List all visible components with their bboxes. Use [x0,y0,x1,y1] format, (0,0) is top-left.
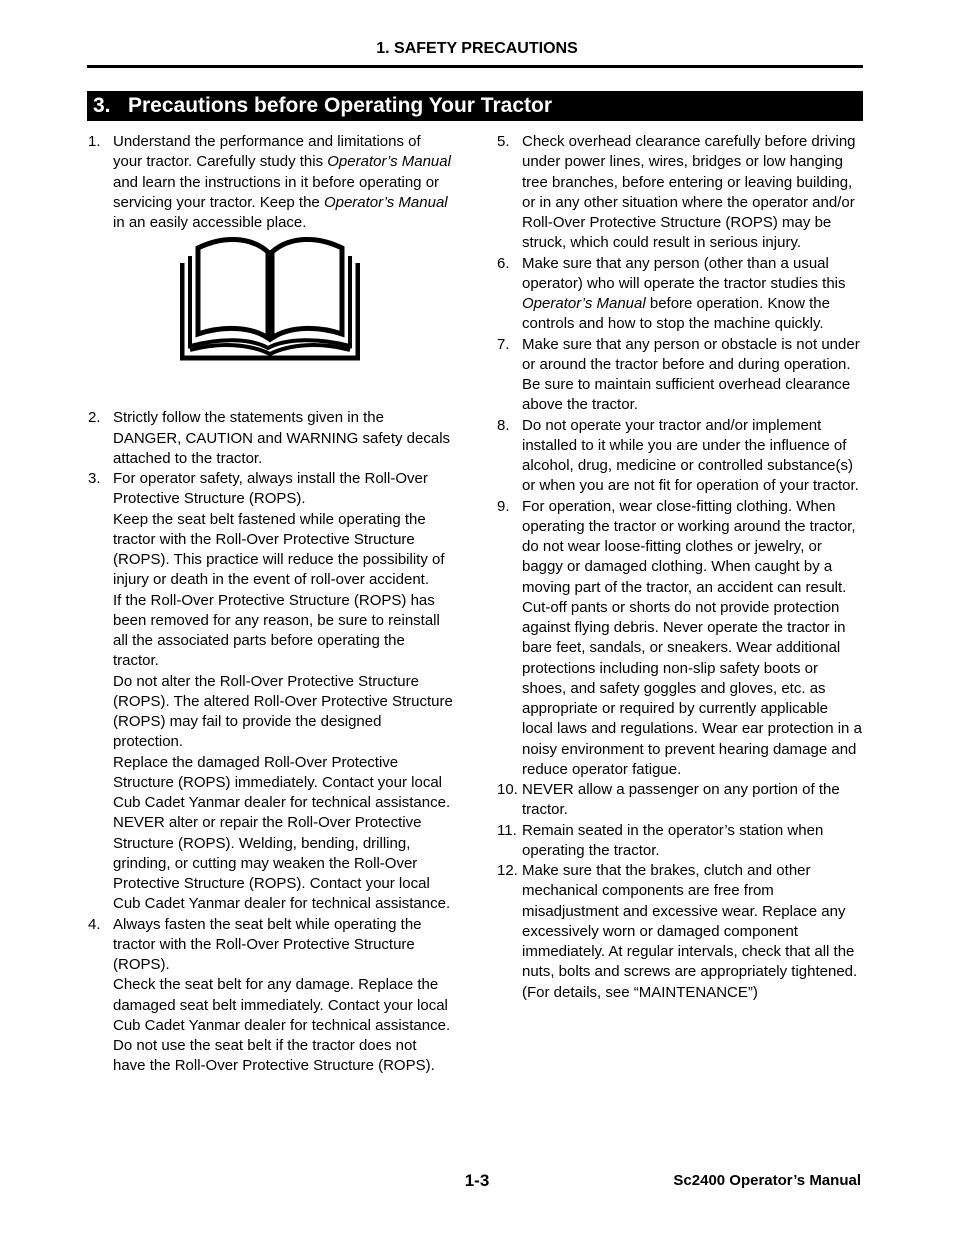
item-paragraph: Replace the damaged Roll-Over Protective Structure (ROPS) immediately. Contact your local Cub Cadet Yanmar dealer for technical assistance. [113,753,451,811]
list-item-2 [88,408,453,469]
section-number: 3. [93,94,111,117]
item-number: 7. [497,335,510,353]
list-item-6 [497,254,863,335]
item-paragraph: NEVER alter or repair the Roll-Over Protective Structure (ROPS). Welding, bending, drilling, grinding, or cutting may weaken the Roll-Over Protective Structure (ROPS). Contact your local Cub Cadet Yanmar dealer for technical assistance. [113,814,451,913]
item-text: Make sure that any person or obstacle is not under or around the tractor before and during operation. Be sure to maintain sufficient overhead clearance above the tractor. [522,335,860,414]
page-number: 1-3 [464,1171,490,1190]
item-text: Remain seated in the operator’s station when operating the tractor. [522,821,824,859]
item-paragraph: For operator safety, always install the Roll-Over Protective Structure (ROPS). [113,470,428,508]
item-number: 3. [88,470,101,487]
item-number: 1. [88,133,101,150]
item-paragraph: Do not alter the Roll-Over Protective Structure (ROPS). The altered Roll-Over Protective Structure (ROPS) may fail to provide the designed protection. [113,672,453,751]
page-header-title: 1. SAFETY PRECAUTIONS [376,40,578,57]
item-paragraph: Check the seat belt for any damage. Replace the damaged seat belt immediately. Contact your local Cub Cadet Yanmar dealer for technical assistance. [113,976,451,1034]
item-paragraph: Keep the seat belt fastened while operating the tractor with the Roll-Over Protective Structure (ROPS). This practice will reduce the possibility of injury or death in the event of roll-over accident. [113,510,445,589]
list-item-1 [88,132,453,233]
manual-title: Operator’s Manual [522,295,646,312]
item-paragraph: Always fasten the seat belt while operating the tractor with the Roll-Over Protective Structure (ROPS). [113,915,422,973]
item-number: 2. [88,409,101,427]
section-heading [87,91,863,121]
item-paragraph: If the Roll-Over Protective Structure (ROPS) has been removed for any reason, be sure to reinstall all the associated parts before operating the tractor. [113,591,440,670]
manual-title: Operator’s Manual [327,153,451,171]
list-item-3 [88,469,453,915]
open-book-icon [180,234,360,362]
item-number: 10. [497,781,518,798]
right-column [497,132,863,1003]
item-text: Strictly follow the statements given in the DANGER, CAUTION and WARNING safety decals attached to the tractor. [113,409,451,467]
header-rule [87,65,863,68]
item-number: 8. [497,416,510,434]
item-text: Check overhead clearance carefully before driving under power lines, wires, bridges or low hanging tree branches, before entering or leaving building, or in any other situation where the operator and/or Roll-Over Protective Structure (ROPS) may be struck, which could result in serious injury. [522,133,856,252]
list-item-8 [497,416,863,497]
item-text: For operation, wear close-fitting clothing. When operating the tractor or working around the tractor, do not wear loose-fitting clothes or jewelry, or baggy or damaged clothing. When caught by a moving part of the tractor, an accident can result. Cut-off pants or shorts do not provide protection against flying debris. Never operate the tractor in bare feet, sandals, or sneakers. Wear additional protections including non-slip safety boots or shoes, and safety goggles and gloves, etc. as appropriate or required by currently applicable local laws and regulations. Wear ear protection in a noisy environment to prevent hearing damage and reduce operator fatigue. [522,497,862,778]
item-text: Make sure that the brakes, clutch and other mechanical components are free from misadjustment and excessive wear. Replace any excessively worn or damaged component immediately. At regular intervals, check that all the nuts, bolts and screws are appropriately tightened. (For details, see “MAINTENANCE”) [522,862,858,1001]
item-text: Do not operate your tractor and/or implement installed to it while you are under the influence of alcohol, drug, medicine or controlled substance(s) or when you are not fit for operation of your tractor. [522,416,859,495]
item-text: Understand the performance and limitations of your tractor. Carefully study this Operator’s Manual and learn the instructions in it before operating or servicing your tractor. Keep the Operator’s Manual in an easily accessible place. [113,133,451,231]
item-paragraph: Do not use the seat belt if the tractor does not have the Roll-Over Protective Structure (ROPS). [113,1037,435,1075]
list-item-9 [497,497,863,781]
item-number: 11. [497,821,517,839]
list-item-5 [497,132,863,254]
item-number: 9. [497,497,510,515]
manual-name: Sc2400 Operator’s Manual [673,1172,861,1189]
left-column [88,132,453,1077]
list-item-12 [497,861,863,1003]
list-item-10 [497,780,863,821]
manual-title: Operator’s Manual [323,193,448,211]
list-item-7 [497,335,863,416]
list-item-11 [497,821,863,862]
item-number: 4. [88,915,101,933]
item-number: 6. [497,254,510,272]
figure-book [88,233,453,408]
section-title: Precautions before Operating Your Tractor [128,94,552,117]
item-text: NEVER allow a passenger on any portion of the tractor. [522,781,840,819]
item-text: Make sure that any person (other than a usual operator) who will operate the tractor studies this Operator’s Manual before operation. Know the controls and how to stop the machine quickly. [522,254,846,333]
item-number: 12. [497,862,518,879]
item-number: 5. [497,133,510,150]
list-item-4 [88,915,453,1077]
